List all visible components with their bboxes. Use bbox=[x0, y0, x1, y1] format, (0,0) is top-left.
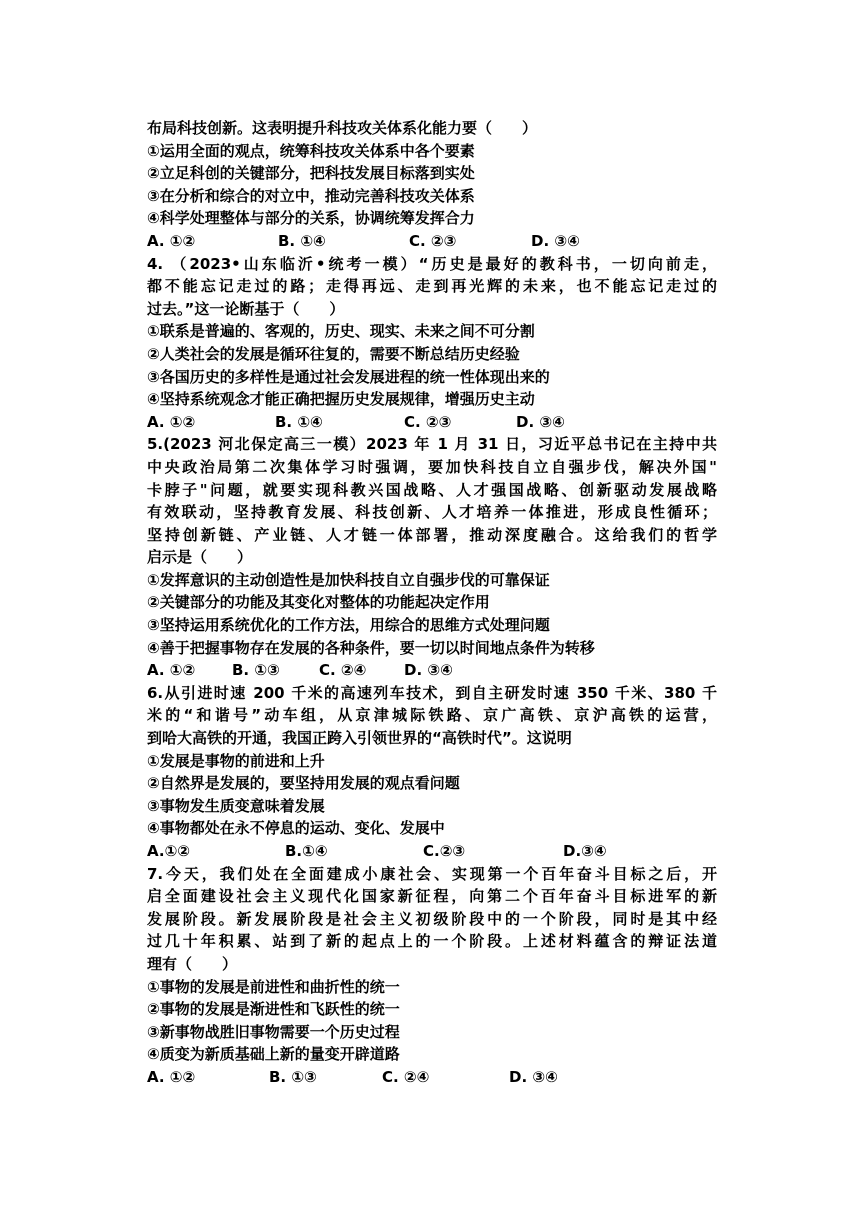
question-stem-line: 都不能忘记走过的路；走得再远、走到再光辉的未来，也不能忘记走过的 bbox=[147, 277, 717, 296]
answer-options bbox=[147, 840, 717, 863]
question-stem-line: 坚持创新链、产业链、人才链一体部署，推动深度融合。这给我们的哲学 bbox=[147, 525, 717, 544]
question-stem-line: 发展阶段。新发展阶段是社会主义初级阶段中的一个阶段，同时是其中经 bbox=[147, 909, 717, 928]
question-stem-line: 到哈大高铁的开通，我国正跨入引领世界的“高铁时代”。这说明 bbox=[147, 729, 572, 748]
choice-item: ①联系是普遍的、客观的，历史、现实、未来之间不可分割 bbox=[147, 322, 535, 341]
question-stem-line: 过去。”这一论断基于（ ） bbox=[147, 299, 345, 318]
option-d: D. ③④ bbox=[531, 231, 580, 250]
choice-item: ①发挥意识的主动创造性是加快科技自立自强步伐的可靠保证 bbox=[147, 570, 550, 589]
question-4 bbox=[147, 253, 717, 434]
option-a: A.①② bbox=[147, 842, 190, 860]
option-b: B. ①④ bbox=[278, 231, 326, 250]
question-stem-line: 7.今天，我们处在全面建成小康社会、实现第一个百年奋斗目标之后，开 bbox=[147, 864, 717, 883]
question-stem-line: 启示是（ ） bbox=[147, 548, 253, 567]
option-a: A. ①② bbox=[147, 231, 196, 250]
question-stem-line: 4. （2023•山东临沂•统考一模）“历史是最好的教科书，一切向前走， bbox=[147, 254, 717, 273]
answer-options bbox=[147, 659, 717, 682]
option-d: D. ③④ bbox=[404, 661, 453, 680]
choice-item: ①事物的发展是前进性和曲折性的统一 bbox=[147, 977, 400, 996]
choice-item: ②事物的发展是渐进性和飞跃性的统一 bbox=[147, 1000, 400, 1019]
answer-options bbox=[147, 411, 717, 434]
choice-item: ④质变为新质基础上新的量变开辟道路 bbox=[147, 1045, 400, 1064]
option-a: A. ①② bbox=[147, 1067, 196, 1086]
exam-page bbox=[147, 117, 717, 1089]
option-c: C. ②③ bbox=[404, 412, 452, 431]
question-stem-line: 理有（ ） bbox=[147, 954, 238, 973]
option-c: C.②③ bbox=[423, 842, 466, 860]
option-d: D.③④ bbox=[563, 842, 607, 860]
choice-item: ①运用全面的观点，统筹科技攻关体系中各个要素 bbox=[147, 141, 475, 160]
choice-item: ③事物发生质变意味着发展 bbox=[147, 796, 325, 815]
choice-item: ④善于把握事物存在发展的各种条件，要一切以时间地点条件为转移 bbox=[147, 638, 595, 657]
question-stem-line: 6.从引进时速 200 千米的高速列车技术，到自主研发时速 350 千米、380 千 bbox=[147, 683, 717, 702]
question-stem-line: 卡脖子"问题，就要实现科教兴国战略、人才强国战略、创新驱动发展战略 bbox=[147, 480, 717, 499]
choice-item: ④科学处理整体与部分的关系，协调统筹发挥合力 bbox=[147, 209, 475, 228]
question-stem: 布局科技创新。这表明提升科技攻关体系化能力要（ ） bbox=[147, 119, 538, 137]
question-7 bbox=[147, 863, 717, 1089]
question-5 bbox=[147, 433, 717, 682]
option-b: B. ①④ bbox=[275, 412, 323, 431]
choice-item: ③在分析和综合的对立中，推动完善科技攻关体系 bbox=[147, 186, 475, 205]
choice-item: ③新事物战胜旧事物需要一个历史过程 bbox=[147, 1022, 400, 1041]
option-c: C. ②④ bbox=[382, 1067, 430, 1086]
option-b: B.①④ bbox=[285, 842, 328, 860]
choice-item: ④坚持系统观念才能正确把握历史发展规律，增强历史主动 bbox=[147, 390, 535, 409]
question-6 bbox=[147, 682, 717, 863]
choice-item: ③各国历史的多样性是通过社会发展进程的统一性体现出来的 bbox=[147, 367, 550, 386]
choice-item: ③坚持运用系统优化的工作方法，用综合的思维方式处理问题 bbox=[147, 616, 550, 635]
question-stem-line: 米的“和谐号”动车组，从京津城际铁路、京广高铁、京沪高铁的运营， bbox=[147, 706, 717, 725]
question-stem-line: 5.(2023 河北保定高三一模）2023 年 1 月 31 日，习近平总书记在主持中共 bbox=[147, 435, 717, 454]
option-b: B. ①③ bbox=[232, 661, 280, 680]
option-a: A. ①② bbox=[147, 412, 196, 431]
choice-item: ②自然界是发展的，要坚持用发展的观点看问题 bbox=[147, 774, 460, 793]
option-b: B. ①③ bbox=[269, 1067, 317, 1086]
choice-item: ②人类社会的发展是循环往复的，需要不断总结历史经验 bbox=[147, 344, 520, 363]
question-3-tail bbox=[147, 117, 717, 253]
option-a: A. ①② bbox=[147, 661, 196, 680]
choice-item: ②关键部分的功能及其变化对整体的功能起决定作用 bbox=[147, 593, 490, 612]
answer-options bbox=[147, 230, 717, 253]
answer-options bbox=[147, 1066, 717, 1089]
question-stem-line: 有效联动，坚持教育发展、科技创新、人才培养一体推进，形成良性循环； bbox=[147, 503, 717, 522]
choice-item: ①发展是事物的前进和上升 bbox=[147, 751, 325, 770]
choice-item: ②立足科创的关键部分，把科技发展目标落到实处 bbox=[147, 164, 475, 183]
question-stem-line: 中央政治局第二次集体学习时强调，要加快科技自立自强步伐，解决外国" bbox=[147, 457, 717, 476]
option-d: D. ③④ bbox=[509, 1067, 558, 1086]
question-stem-line: 启全面建设社会主义现代化国家新征程，向第二个百年奋斗目标进军的新 bbox=[147, 887, 717, 906]
option-c: C. ②④ bbox=[319, 661, 367, 680]
option-c: C. ②③ bbox=[409, 231, 457, 250]
choice-item: ④事物都处在永不停息的运动、变化、发展中 bbox=[147, 819, 445, 838]
option-d: D. ③④ bbox=[516, 412, 565, 431]
question-stem-line: 过几十年积累、站到了新的起点上的一个阶段。上述材料蕴含的辩证法道 bbox=[147, 932, 717, 951]
